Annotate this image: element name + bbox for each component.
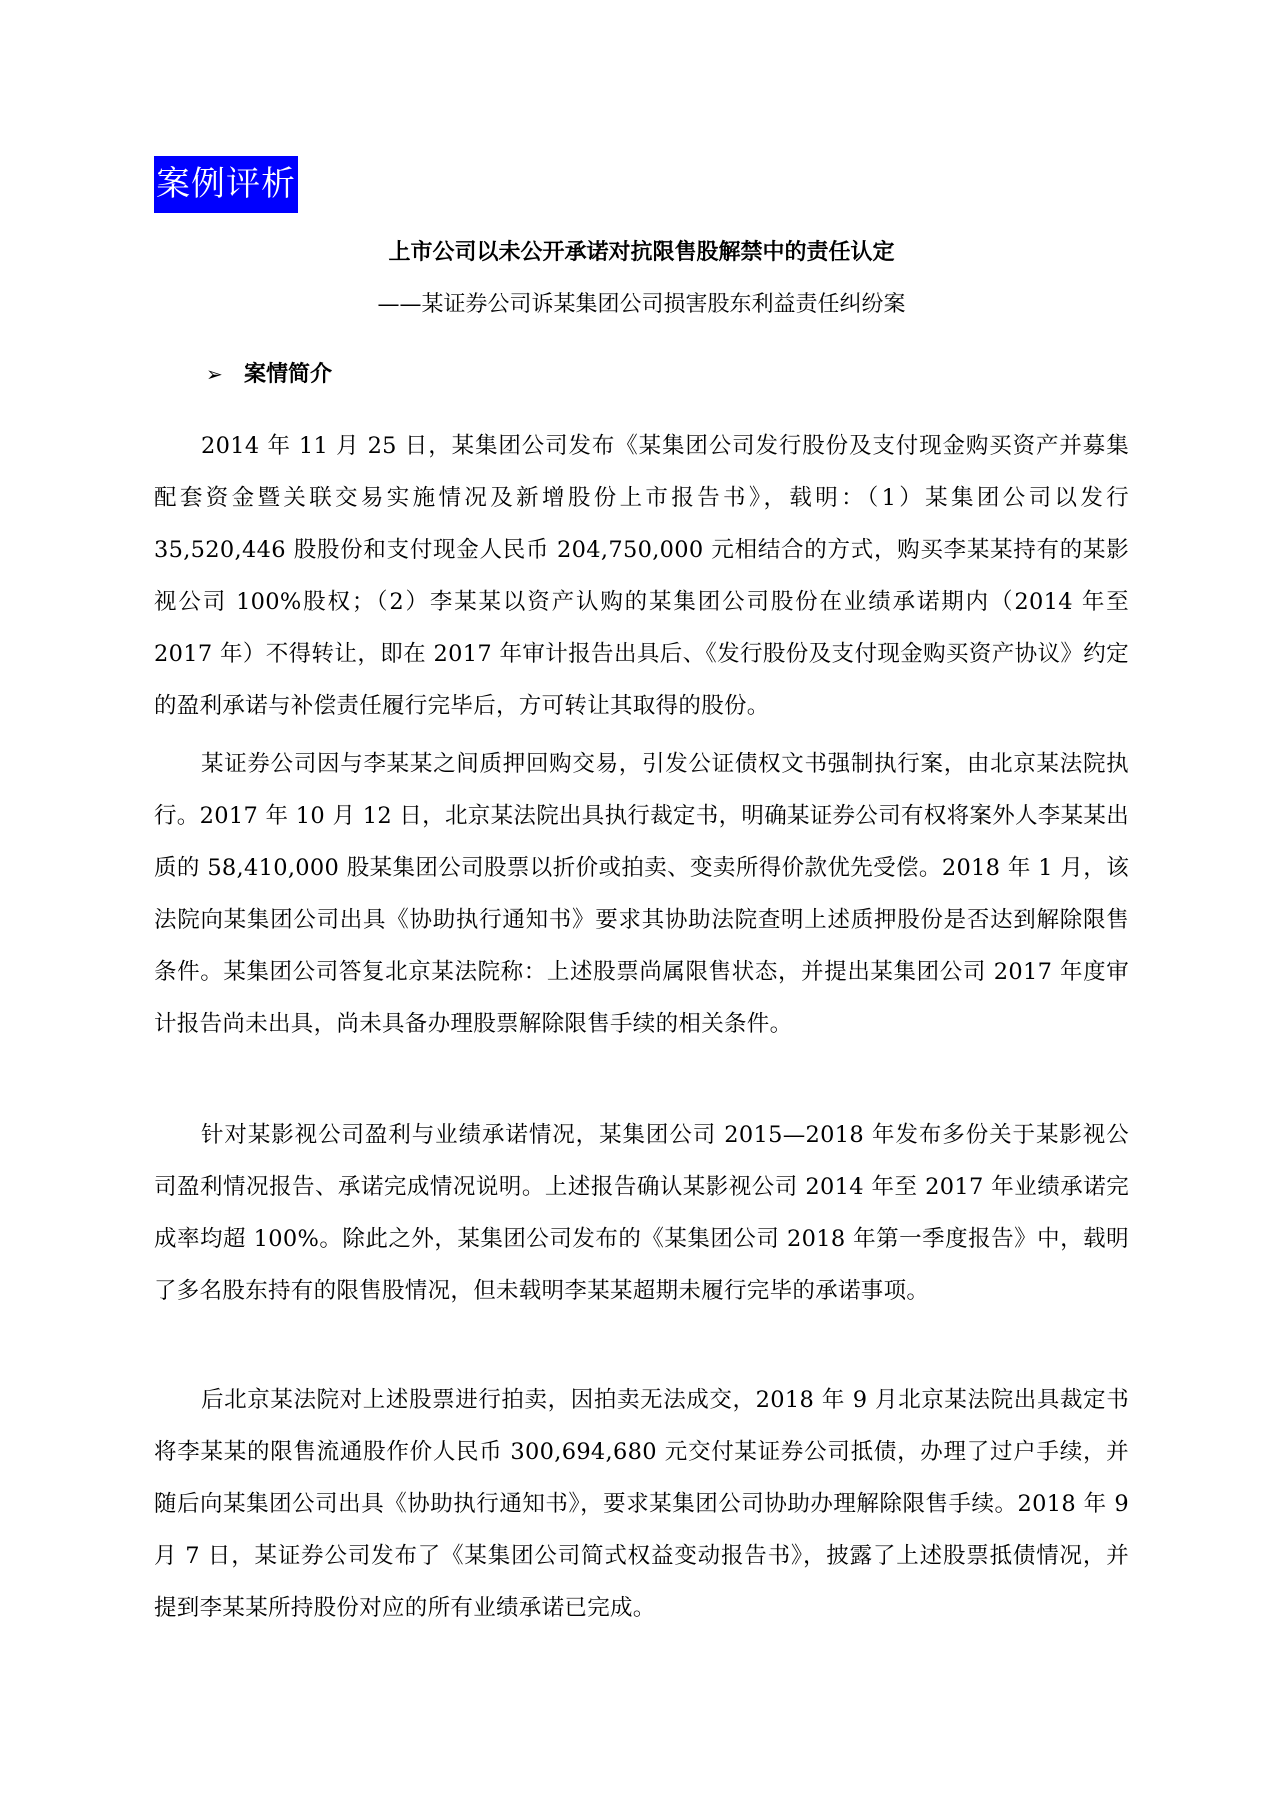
paragraph-enforcement: 某证券公司因与李某某之间质押回购交易，引发公证债权文书强制执行案，由北京某法院执行。2017 年 10 月 12 日，北京某法院出具执行裁定书，明确某证券公司有权将案外人李某某出质的 58,410,000 股某集团公司股票以折价或拍卖、变卖所得价款优先受偿。2018 年 1 月，该法院向某集团公司出具《协助执行通知书》要求其协助法院查明上述质押股份是否达到解除限售条件。某集团公司答复北京某法院称：上述股票尚属限售状态，并提出某集团公司 2017 年度审计报告尚未出具，尚未具备办理股票解除限售手续的相关条件。: [154, 751, 1129, 1037]
section-heading: [206, 358, 332, 391]
case-title: 上市公司以未公开承诺对抗限售股解禁中的责任认定: [388, 240, 895, 265]
section-heading-text: 案情简介: [244, 362, 333, 387]
paragraph-case-background: 2014 年 11 月 25 日，某集团公司发布《某集团公司发行股份及支付现金购买资产并募集配套资金暨关联交易实施情况及新增股份上市报告书》，载明：（1）某集团公司以发行 35,520,446 股股份和支付现金人民币 204,750,000 元相结合的方式，购买李某某持有的某影视公司 100%股权；（2）李某某以资产认购的某集团公司股份在业绩承诺期内（2014 年至 2017 年）不得转让，即在 2017 年审计报告出具后、《发行股份及支付现金购买资产协议》约定的盈利承诺与补偿责任履行完毕后，方可转让其取得的股份。: [154, 433, 1129, 719]
paragraph-performance: 针对某影视公司盈利与业绩承诺情况，某集团公司 2015—2018 年发布多份关于某影视公司盈利情况报告、承诺完成情况说明。上述报告确认某影视公司 2014 年至 2017 年业绩承诺完成率均超 100%。除此之外，某集团公司发布的《某集团公司 2018 年第一季度报告》中，载明了多名股东持有的限售股情况，但未载明李某某超期未履行完毕的承诺事项。: [154, 1122, 1129, 1304]
case-subtitle: ——某证券公司诉某集团公司损害股东利益责任纠纷案: [377, 292, 906, 317]
arrow-bullet-icon: ➢: [206, 362, 223, 386]
paragraph-auction: 后北京某法院对上述股票进行拍卖，因拍卖无法成交，2018 年 9 月北京某法院出具裁定书将李某某的限售流通股作价人民币 300,694,680 元交付某证券公司抵债，办理了过户手续，并随后向某集团公司出具《协助执行通知书》，要求某集团公司协助办理解除限售手续。2018 年 9 月 7 日，某证券公司发布了《某集团公司简式权益变动报告书》，披露了上述股票抵债情况，并提到李某某所持股份对应的所有业绩承诺已完成。: [154, 1387, 1129, 1621]
section-badge: 案例评析: [154, 156, 298, 213]
